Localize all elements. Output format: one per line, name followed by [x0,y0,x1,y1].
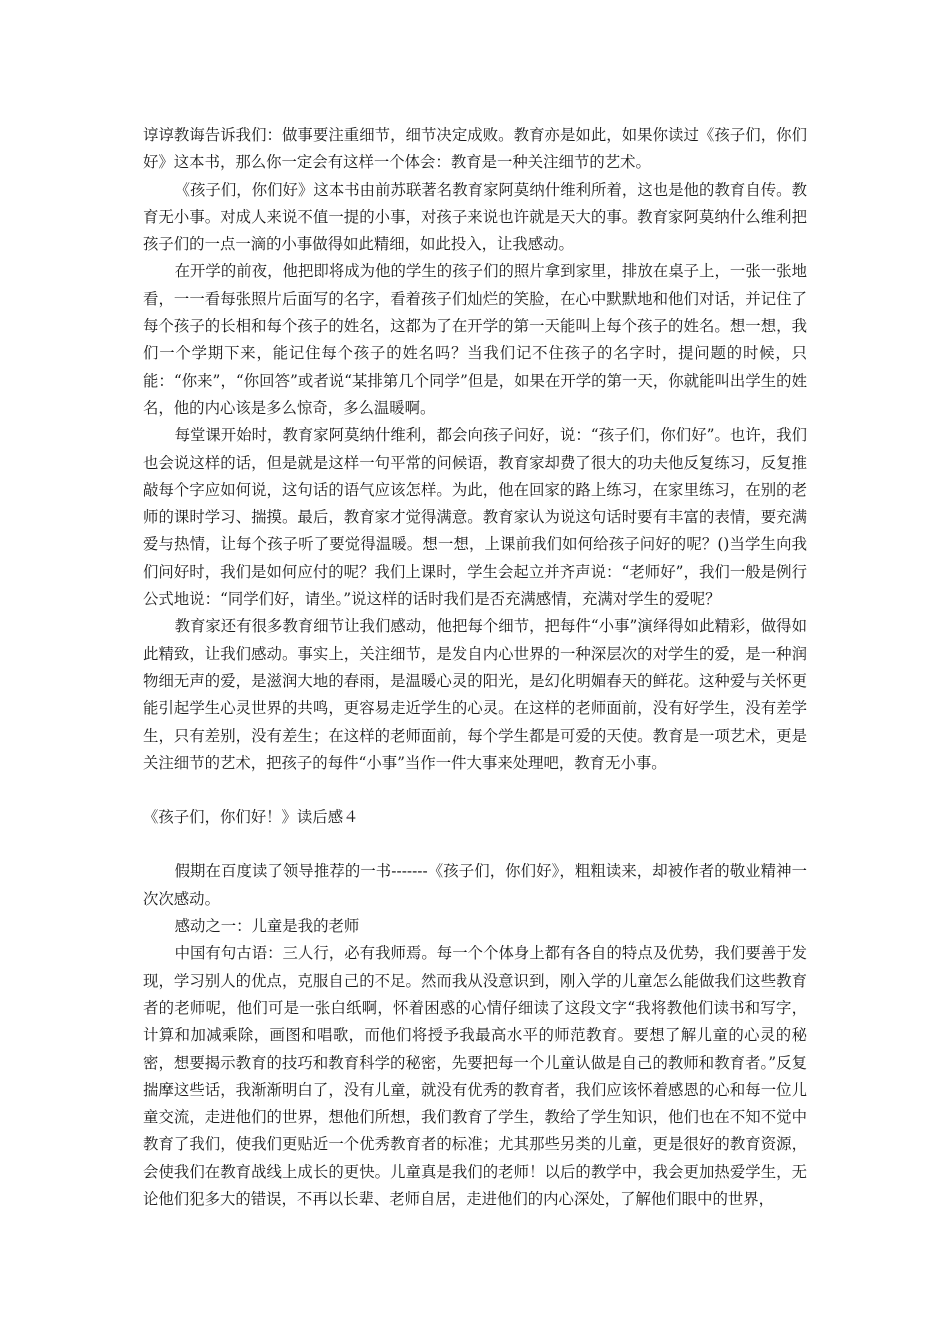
spacer [143,831,807,858]
section-heading: 《孩子们，你们好！》读后感４ [143,808,359,827]
paragraph-8: 中国有句古语：三人行，必有我师焉。每一个个体身上都有各自的特点及优势，我们要善于发现，学习别人的优点，克服自己的不足。然而我从没意识到，刚入学的儿童怎么能做我们这些教育者的老师呢，他们可是一张白纸啊，怀着困惑的心情仔细读了这段文字“我将教他们读书和写字，计算和加减乘除，画图和唱歌，而他们将授予我最高水平的师范教育。要想了解儿童的心灵的秘密，想要揭示教育的技巧和教育科学的秘密，先要把每一个儿童认做是自己的教师和教育者。”反复揣摩这些话，我渐渐明白了，没有儿童，就没有优秀的教育者，我们应该怀着感恩的心和每一位儿童交流，走进他们的世界，想他们所想，我们教育了学生，教给了学生知识，他们也在不知不觉中教育了我们，使我们更贴近一个优秀教育者的标准；尤其那些另类的儿童，更是很好的教育资源，会使我们在教育战线上成长的更快。儿童真是我们的老师！以后的教学中，我会更加热爱学生，无论他们犯多大的错误，不再以长辈、老师自居，走进他们的内心深处，了解他们眼中的世界， [143,944,807,1208]
paragraph-7: 感动之一：儿童是我的老师 [174,917,360,936]
document-page [143,122,807,1213]
paragraph-4: 每堂课开始时，教育家阿莫纳什维利，都会向孩子问好，说：“孩子们，你们好”。也许，我们也会说这样的话，但是就是这样一句平常的问候语，教育家却费了很大的功夫他反复练习，反复推敲每个字应如何说，这句话的语气应该怎样。为此，他在回家的路上练习，在家里练习，在别的老师的课时学习、揣摸。最后，教育家才觉得满意。教育家认为说这句话时要有丰富的表情，要充满爱与热情，让每个孩子听了要觉得温暖。想一想，上课前我们如何给孩子问好的呢？()当学生向我们问好时，我们是如何应付的呢？我们上课时，学生会起立并齐声说：“老师好”，我们一般是例行公式地说：“同学们好，请坐。”说这样的话时我们是否充满感情，充满对学生的爱呢？ [143,426,807,609]
paragraph-6: 假期在百度读了领导推荐的一书-------《孩子们，你们好》，粗粗读来，却被作者的敬业精神一次次感动。 [143,862,807,908]
paragraph-2: 《孩子们，你们好》这本书由前苏联著名教育家阿莫纳什维利所着，这也是他的教育自传。教育无小事。对成人来说不值一提的小事，对孩子来说也许就是天大的事。教育家阿莫纳什么维利把孩子们的一点一滴的小事做得如此精细，如此投入，让我感动。 [143,180,807,254]
paragraph-3: 在开学的前夜，他把即将成为他的学生的孩子们的照片拿到家里，排放在桌子上，一张一张地看，一一看每张照片后面写的名字，看着孩子们灿烂的笑脸，在心中默默地和他们对话，并记住了每个孩子的长相和每个孩子的姓名，这都为了在开学的第一天能叫上每个孩子的姓名。想一想，我们一个学期下来，能记住每个孩子的姓名吗？当我们记不住孩子的名字时，提问题的时候，只能：“你来”，“你回答”或者说“某排第几个同学”但是，如果在开学的第一天，你就能叫出学生的姓名，他的内心该是多么惊奇，多么温暖啊。 [143,262,807,417]
paragraph-1: 谆谆教诲告诉我们：做事要注重细节，细节决定成败。教育亦是如此，如果你读过《孩子们，你们好》这本书，那么你一定会有这样一个体会：教育是一种关注细节的艺术。 [143,126,807,172]
paragraph-5: 教育家还有很多教育细节让我们感动，他把每个细节，把每件“小事”演绎得如此精彩，做得如此精致，让我们感动。事实上，关注细节，是发自内心世界的一种深层次的对学生的爱，是一种润物细无声的爱，是滋润大地的春雨，是温暖心灵的阳光，是幻化明媚春天的鲜花。这种爱与关怀更能引起学生心灵世界的共鸣，更容易走近学生的心灵。在这样的老师面前，没有好学生，没有差学生，只有差别，没有差生；在这样的老师面前，每个学生都是可爱的天使。教育是一项艺术，更是关注细节的艺术，把孩子的每件“小事”当作一件大事来处理吧，教育无小事。 [143,617,807,772]
spacer [143,777,807,804]
